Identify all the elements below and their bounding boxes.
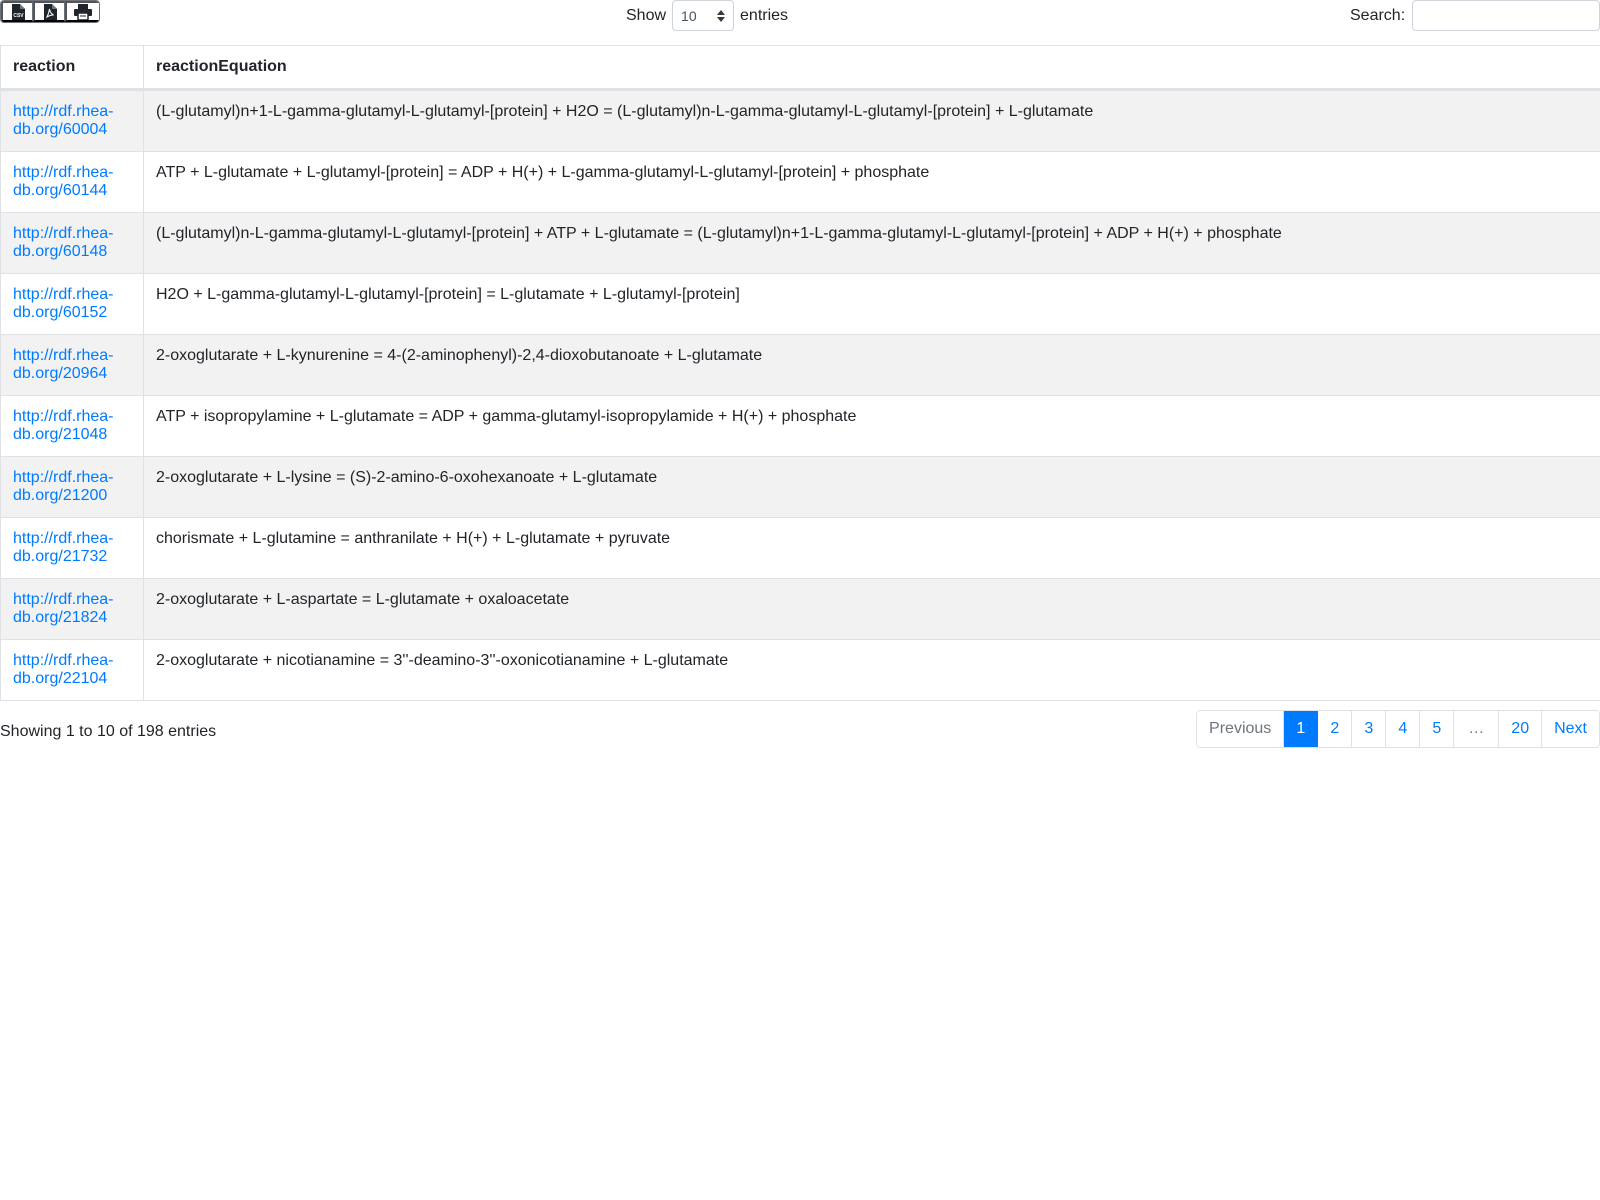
reaction-cell xyxy=(1,396,144,457)
export-csv-button[interactable] xyxy=(1,1,33,22)
reaction-cell xyxy=(1,457,144,518)
reaction-cell xyxy=(1,152,144,213)
length-prefix-label: Show xyxy=(626,6,667,24)
table-row xyxy=(1,274,1600,335)
page-length-value: 10 xyxy=(681,7,697,24)
table-header-row xyxy=(1,46,1600,90)
reaction-cell xyxy=(1,213,144,274)
column-header-reaction-equation[interactable]: reactionEquation xyxy=(144,46,1600,90)
reaction-link[interactable]: http://rdf.rhea-db.org/60004 xyxy=(13,103,114,138)
svg-text:CSV: CSV xyxy=(12,12,24,19)
reaction-cell xyxy=(1,335,144,396)
table-row xyxy=(1,213,1600,274)
page-button-2[interactable]: 2 xyxy=(1318,711,1352,747)
reaction-cell xyxy=(1,640,144,701)
printer-icon xyxy=(74,4,92,20)
page-length-control xyxy=(626,0,788,31)
table-row xyxy=(1,90,1600,152)
results-table xyxy=(0,45,1600,701)
page-button-4[interactable]: 4 xyxy=(1386,711,1420,747)
table-row xyxy=(1,396,1600,457)
reaction-cell xyxy=(1,518,144,579)
reaction-link[interactable]: http://rdf.rhea-db.org/60148 xyxy=(13,225,114,260)
reaction-equation-cell: (L-glutamyl)n-L-gamma-glutamyl-L-glutamyl-[protein] + ATP + L-glutamate = (L-glutamyl)n+1-L-gamma-glutamyl-L-glutamyl-[protein] + ADP + H(+) + phosphate xyxy=(144,213,1600,274)
table-body xyxy=(1,90,1600,701)
reaction-link[interactable]: http://rdf.rhea-db.org/22104 xyxy=(13,652,114,687)
reaction-equation-cell: ATP + isopropylamine + L-glutamate = ADP + gamma-glutamyl-isopropylamide + H(+) + phosphate xyxy=(144,396,1600,457)
search-control xyxy=(1350,0,1600,31)
reaction-equation-cell: (L-glutamyl)n+1-L-gamma-glutamyl-L-glutamyl-[protein] + H2O = (L-glutamyl)n-L-gamma-glutamyl-L-glutamyl-[protein] + L-glutamate xyxy=(144,90,1600,152)
page-length-select[interactable] xyxy=(672,0,734,31)
reaction-equation-cell: 2-oxoglutarate + nicotianamine = 3''-deamino-3''-oxonicotianamine + L-glutamate xyxy=(144,640,1600,701)
print-button[interactable] xyxy=(65,1,99,22)
previous-page-button[interactable]: Previous xyxy=(1197,711,1284,747)
table-row xyxy=(1,640,1600,701)
table-row xyxy=(1,457,1600,518)
reaction-equation-cell: H2O + L-gamma-glutamyl-L-glutamyl-[protein] = L-glutamate + L-glutamyl-[protein] xyxy=(144,274,1600,335)
table-info: Showing 1 to 10 of 198 entries xyxy=(0,723,217,740)
page-button-3[interactable]: 3 xyxy=(1352,711,1386,747)
column-header-reaction[interactable]: reaction xyxy=(1,46,144,90)
table-row xyxy=(1,152,1600,213)
file-csv-icon xyxy=(11,4,25,20)
export-pdf-button[interactable] xyxy=(33,1,65,22)
table-row xyxy=(1,335,1600,396)
table-row xyxy=(1,579,1600,640)
file-pdf-icon xyxy=(43,4,57,20)
reaction-equation-cell: ATP + L-glutamate + L-glutamyl-[protein] = ADP + H(+) + L-gamma-glutamyl-L-glutamyl-[protein] + phosphate xyxy=(144,152,1600,213)
reaction-link[interactable]: http://rdf.rhea-db.org/60144 xyxy=(13,164,114,199)
reaction-cell xyxy=(1,274,144,335)
length-suffix-label: entries xyxy=(740,6,789,24)
reaction-link[interactable]: http://rdf.rhea-db.org/60152 xyxy=(13,286,114,321)
pagination-ellipsis: … xyxy=(1454,711,1499,747)
export-button-group xyxy=(0,0,100,23)
reaction-link[interactable]: http://rdf.rhea-db.org/21048 xyxy=(13,408,114,443)
reaction-equation-cell: chorismate + L-glutamine = anthranilate + H(+) + L-glutamate + pyruvate xyxy=(144,518,1600,579)
reaction-link[interactable]: http://rdf.rhea-db.org/21200 xyxy=(13,469,114,504)
pagination xyxy=(1196,710,1600,748)
page-button-20[interactable]: 20 xyxy=(1499,711,1542,747)
search-label: Search: xyxy=(1350,6,1406,24)
table-row xyxy=(1,518,1600,579)
reaction-cell xyxy=(1,579,144,640)
reaction-link[interactable]: http://rdf.rhea-db.org/21824 xyxy=(13,591,114,626)
select-arrows-icon xyxy=(717,10,725,22)
page-button-1[interactable]: 1 xyxy=(1284,711,1318,747)
reaction-equation-cell: 2-oxoglutarate + L-aspartate = L-glutamate + oxaloacetate xyxy=(144,579,1600,640)
search-input[interactable] xyxy=(1412,0,1600,31)
reaction-equation-cell: 2-oxoglutarate + L-lysine = (S)-2-amino-6-oxohexanoate + L-glutamate xyxy=(144,457,1600,518)
reaction-link[interactable]: http://rdf.rhea-db.org/20964 xyxy=(13,347,114,382)
page-button-5[interactable]: 5 xyxy=(1420,711,1454,747)
reaction-equation-cell: 2-oxoglutarate + L-kynurenine = 4-(2-aminophenyl)-2,4-dioxobutanoate + L-glutamate xyxy=(144,335,1600,396)
reaction-cell xyxy=(1,90,144,152)
next-page-button[interactable]: Next xyxy=(1542,711,1599,747)
reaction-link[interactable]: http://rdf.rhea-db.org/21732 xyxy=(13,530,114,565)
